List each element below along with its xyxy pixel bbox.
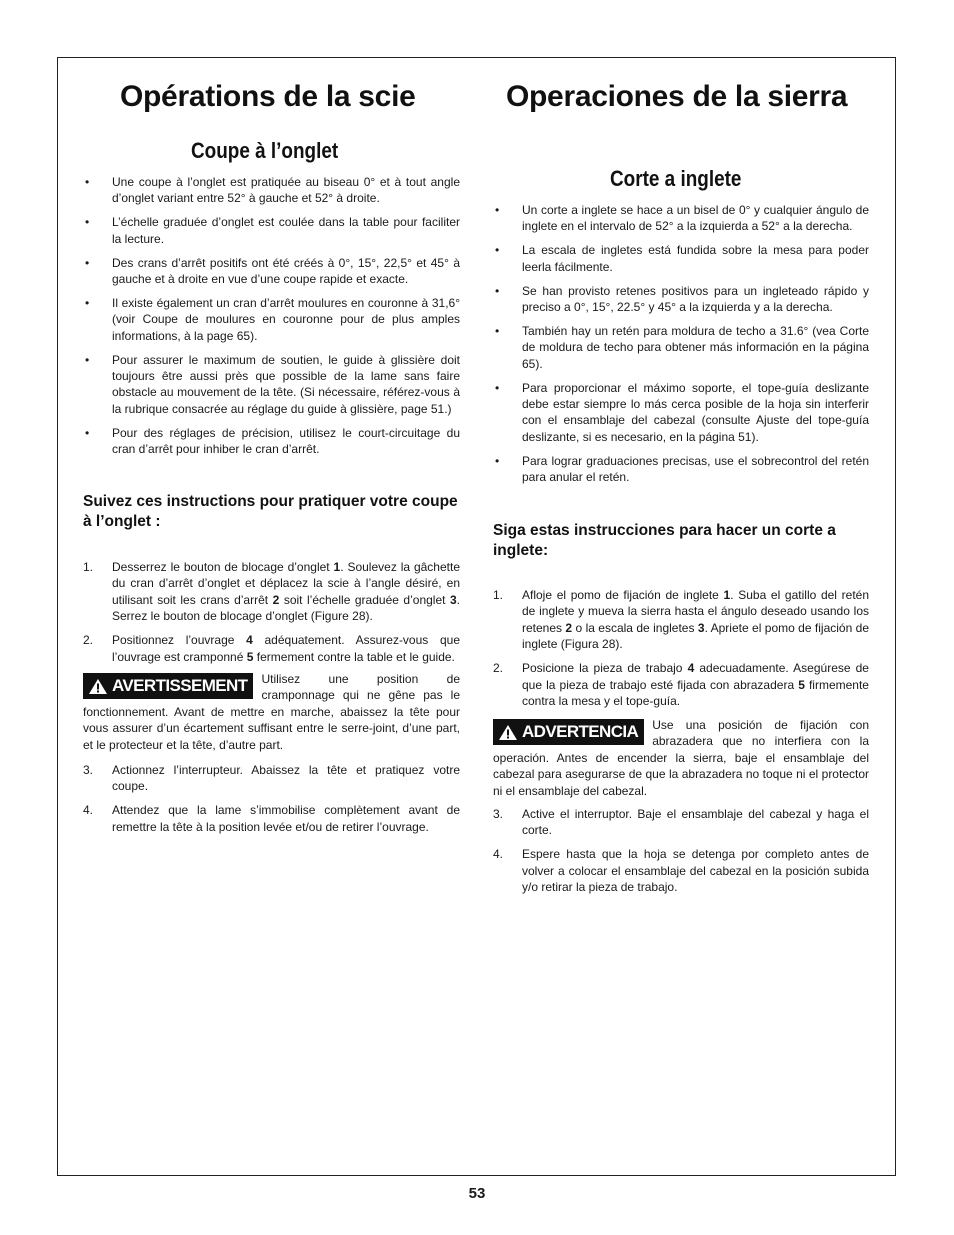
spanish-bullet-list (493, 202, 869, 493)
step-number: 2. (493, 661, 504, 676)
french-instructions-heading: Suivez ces instructions pour pratiquer votre coupe à l’onglet : (83, 493, 458, 530)
list-item: 1. Desserrez le bouton de blocage d’onglet 1. Soulevez la gâchette du cran d’arrêt d’onglet et déplacez la scie à l’angle désiré, en utilisant soit les crans d’arrêt 2 soit l’échelle graduée d’onglet 3. Serrez le bouton de blocage d’onglet (Figure 28). (83, 560, 461, 624)
warning-triangle-icon (498, 724, 518, 741)
warning-text: Use una posición de fijación con abrazadera que no interfiera con la operación. Antes de encender la sierra, baje el ensamblaje del cabezal para asegurarse de que la abrazadera no toque ni el protector ni el ensamblaje del cabezal. (493, 718, 869, 798)
step-number: 1. (83, 560, 94, 574)
spanish-warning-block (493, 717, 869, 799)
list-item: • Para lograr graduaciones precisas, use el sobrecontrol del retén para anular el retén. (493, 453, 869, 486)
spanish-title: Operaciones de la sierra (506, 80, 848, 113)
list-item: • Une coupe à l’onglet est pratiquée au biseau 0° et à tout angle d’onglet variant entre 52° à gauche et 52° à droite. (83, 174, 460, 207)
step-number: 1. (493, 588, 504, 602)
warning-label: ADVERTENCIA (522, 721, 639, 741)
list-item: • L’échelle graduée d’onglet est coulée dans la table pour faciliter la lecture. (83, 214, 460, 247)
french-title: Opérations de la scie (120, 80, 416, 113)
list-item: • Pour des réglages de précision, utilisez le court-circuitage du cran d’arrêt pour inhiber le cran d’arrêt. (83, 425, 460, 458)
list-item: 2. Posicione la pieza de trabajo 4 adecuadamente. Asegúrese de que la pieza de trabajo esté fijada con abrazadera 5 firmemente contra la mesa y el tope-guía. (493, 661, 869, 708)
spanish-steps-list-continued (493, 806, 869, 903)
french-steps-list (83, 559, 460, 672)
list-item: • Il existe également un cran d’arrêt moulures en couronne à 31,6° (voir Coupe de moulures en couronne pour de plus amples informations, à la page 65). (83, 295, 460, 344)
step-number: 2. (83, 633, 94, 648)
list-item: • La escala de ingletes está fundida sobre la mesa para poder leerla fácilmente. (493, 242, 869, 275)
step-number: 3. (83, 763, 94, 777)
warning-label: AVERTISSEMENT (112, 675, 248, 695)
list-item: • También hay un retén para moldura de techo a 31.6° (vea Corte de moldura de techo para obtener más información en la página 65). (493, 323, 869, 372)
list-item: • Para proporcionar el máximo soporte, el tope-guía deslizante debe estar siempre lo más cerca posible de la hoja sin interferir con el ensamblaje del cabezal (consulte Ajuste del tope-guía deslizante, si es necesario, en la página 51). (493, 380, 869, 446)
french-subtitle: Coupe à l’onglet (191, 138, 339, 163)
step-number: 3. (493, 807, 504, 821)
spanish-steps-list (493, 587, 869, 717)
spanish-instructions-heading: Siga estas instrucciones para hacer un corte a inglete: (493, 522, 836, 559)
list-item: • Un corte a inglete se hace a un bisel de 0° y cualquier ángulo de inglete en el intervalo de 52° a la izquierda a 52° a la derecha. (493, 202, 869, 235)
spanish-subtitle: Corte a inglete (610, 166, 742, 191)
list-item: 3. Active el interruptor. Baje el ensamblaje del cabezal y haga el corte. (493, 807, 869, 838)
warning-text: Utilisez une position de cramponnage qui ne gêne pas le fonctionnement. Avant de mettre en marche, abaissez la tête pour vous assurer d’un écartement suffisant entre le serre-joint, d’une part, et le protecteur et la tête, d’autre part. (83, 672, 460, 752)
warning-badge (493, 719, 644, 745)
list-item: 3. Actionnez l’interrupteur. Abaissez la tête et pratiquez votre coupe. (83, 763, 460, 794)
list-item: • Se han provisto retenes positivos para un ingleteado rápido y preciso a 0°, 15°, 22.5° y 45° a la izquierda y a la derecha. (493, 283, 869, 316)
page-number: 53 (468, 1185, 486, 1202)
warning-badge (83, 673, 253, 699)
list-item: 4. Espere hasta que la hoja se detenga por completo antes de volver a colocar el ensamblaje del cabezal en la posición subida y/o retirar la pieza de trabajo. (493, 847, 869, 895)
step-number: 4. (83, 803, 94, 818)
french-steps-list-continued (83, 762, 460, 843)
list-item: 2. Positionnez l’ouvrage 4 adéquatement. Assurez-vous que l’ouvrage est cramponné 5 fermement contre la table et le guide. (83, 633, 460, 664)
list-item: • Des crans d’arrêt positifs ont été créés à 0°, 15°, 22,5° et 45° à gauche et à droite en vue d’une coupe rapide et exacte. (83, 255, 460, 288)
french-bullet-list (83, 174, 460, 465)
list-item: • Pour assurer le maximum de soutien, le guide à glissière doit toujours être aussi près que possible de la lame sans faire obstacle au mouvement de la tête. (Si nécessaire, référez-vous à la rubrique consacrée au réglage du guide à glissière, page 51.) (83, 352, 460, 418)
list-item: 4. Attendez que la lame s’immobilise complètement avant de remettre la tête à la position levée et/ou de retirer l’ouvrage. (83, 803, 460, 834)
list-item: 1. Afloje el pomo de fijación de inglete 1. Suba el gatillo del retén de inglete y mueva la sierra hasta el ángulo deseado usando los retenes 2 o la escala de ingletes 3. Apriete el pomo de fijación de inglete (Figura 28). (493, 588, 870, 652)
warning-triangle-icon (88, 678, 108, 695)
step-number: 4. (493, 847, 504, 862)
french-warning-block (83, 671, 460, 753)
